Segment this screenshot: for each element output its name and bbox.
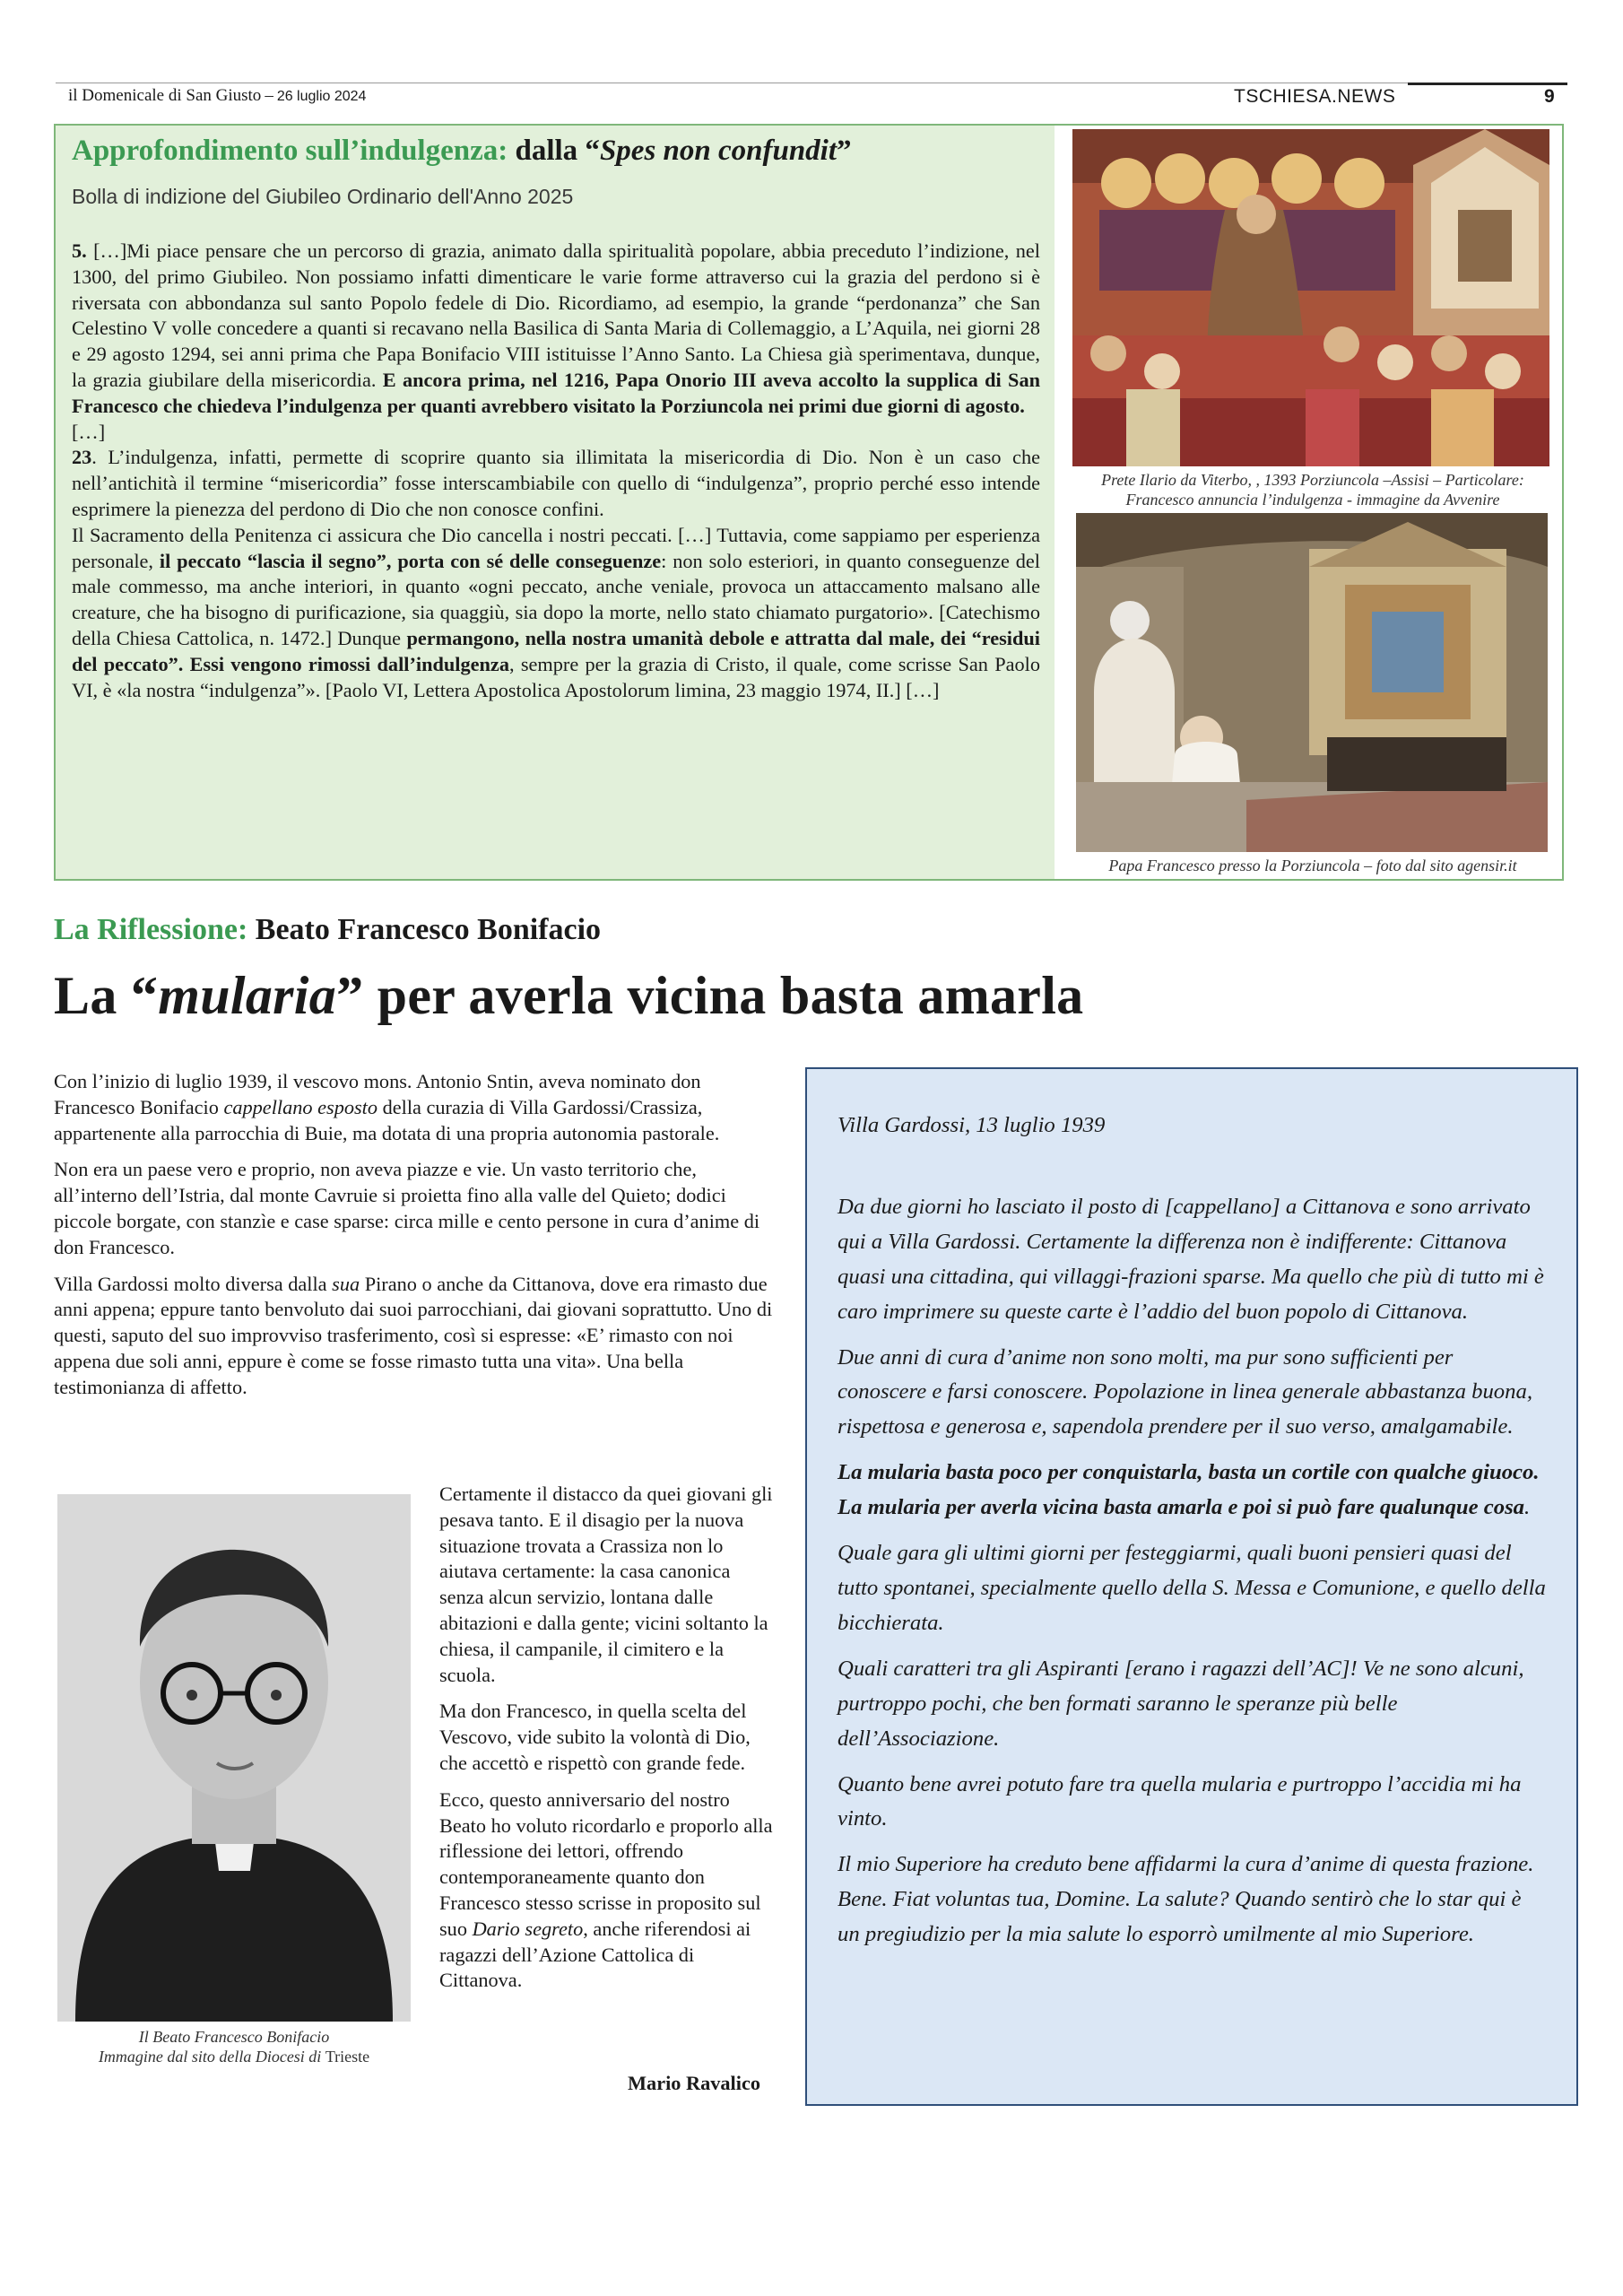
headline-part-b: mularia [158,966,337,1025]
portrait-caption-line-2 [54,2047,414,2066]
article-p1-italic: cappellano esposto [223,1095,378,1118]
article-p6-b: , anche riferendosi ai ragazzi dell’Azione Cattolica di Cittanova. [439,1917,751,1992]
paragraph-23b-bold-1: il peccato “lascia il segno”, porta con sé delle conseguenze [159,549,662,572]
paragraph-5-text: […]Mi piace pensare che un percorso di grazia, animato dalla spiritualità popolare, abbia preceduto l’indizione, nel 1300, del primo Giubileo. Non possiamo infatti dimenticare le varie forme attraverso cui la grazia del perdono si è riversata con abbondanza sul santo Popolo fedele di Dio. Ricordiamo, ad esempio, la grande “perdonanza” che San Celestino V volle concedere a quanti si recavano nella Basilica di Santa Maria di Collemaggio, a L’Aquila, nei giorni 28 e 29 agosto 1294, sei anni prima che Papa Bonifacio VIII istituisse l’Anno Santo. La Chiesa già sperimentava, dunque, la grazia giubilare della misericordia. [72,239,1040,391]
article-p1-b: della curazia di Villa Gardossi/Crassiza, appartenente alla parrocchia di Buie, ma dotata di una propria autonomia pastorale. [54,1095,720,1144]
article-column-bottom [439,1482,773,1994]
paragraph-23b-text-2: : non solo esteriori, in quanto conseguenze del male commesso, ma anche interiori, in quanto «ogni peccato, anche veniale, provoca un attaccamento malsano alle creature, che ha bisogno di purificazione, sia quaggiù, sia dopo la morte, nello stato chiamato purgatorio». [Catechismo della Chiesa Cattolica, n. 1472.] Dunque [72,549,1040,649]
paper-name: il Domenicale di San Giusto [68,86,262,105]
paragraph-23-number: 23 [72,446,92,469]
portrait-caption [54,2027,414,2066]
paragraph-23-text: . L’indulgenza, infatti, permette di scoprire quanto sia illimitata la misericordia di Dio. Non è un caso che nell’antichità il termine “misericordia” fosse interscambiabile con quello di “indulgenza”, proprio perché esso intende esprimere la pienezza del perdono di Dio che non conosce confini. [72,446,1040,520]
paragraph-23b-text-3: , sempre per la grazia di Cristo, il quale, come scrisse San Paolo VI, è «la nostra “indulgenza”». [Paolo VI, Lettera Apostolica Apostolorum limina, 23 maggio 1974, II.] […] [72,652,1040,701]
portrait-caption-line-2a: Immagine dal sito della Diocesi di [98,2048,325,2066]
indulgence-title-prefix: Approfondimento sull’indulgenza: [72,135,508,167]
diary-dateline: Villa Gardossi, 13 luglio 1939 [838,1113,1106,1137]
section-label [54,913,601,947]
article-paragraph-1 [54,1069,780,1146]
diary-text [838,1109,1546,1963]
fresco-image [1072,129,1549,466]
article-p6-a: Ecco, questo anniversario del nostro Beato ho voluto ricordarlo e proporlo alla riflessione dei lettori, offrendo contemporaneamente quanto don Francesco stesso scrisse in proposito sul suo [439,1787,773,1940]
pope-photo [1076,513,1548,852]
article-headline [54,965,1083,1027]
masthead-dash: – [265,86,273,105]
diary-paragraph-4: Quale gara gli ultimi giorni per festeggiarmi, quali buoni pensieri quasi del tutto spontanei, specialmente quello della S. Messa e Comunione, e quello della bicchierata. [838,1541,1546,1635]
portrait-caption-line-1: Il Beato Francesco Bonifacio [138,2028,330,2046]
indulgence-box-title [72,135,852,168]
diary-p3-end: . [1524,1495,1531,1520]
diary-paragraph-6: Quanto bene avrei potuto fare tra quella mularia e purtroppo l’accidia mi ha vinto. [838,1771,1522,1831]
paragraph-23b-bold-2: permangono, nella nostra umanità debole e attratta dal male, dei “residui del peccato”. Essi vengono rimossi dall’indulgenza [72,626,1040,675]
paragraph-5-number: 5. [72,239,87,262]
issue-date: 26 luglio 2024 [276,89,367,104]
fresco-illustration [1072,129,1549,466]
article-p3-b: Pirano o anche da Cittanova, dove era rimasto due anni appena; eppure tanto benvoluto dai suoi parrocchiani, dai giovani soprattutto. Uno di questi, saputo del suo improvviso trasferimento, così si espresse: «E’ rimasto con noi appena due soli anni, eppure è come se fosse rimasto tutta una vita». Una bella testimonianza di affetto. [54,1272,773,1398]
indulgence-title-work: Spes non confundit [599,135,838,167]
headline-part-c: ” per averla vicina basta amarla [336,966,1084,1025]
ellipsis: […] [72,420,106,443]
pope-photo-illustration [1076,513,1548,852]
section-label-prefix: La Riflessione: [54,913,248,946]
article-paragraph-5: Ma don Francesco, in quella scelta del Vescovo, vide subito la volontà di Dio, che accettò e rispettò con grande fede. [439,1700,751,1774]
paragraph-23b [72,523,1040,704]
fresco-caption: Prete Ilario da Viterbo, , 1393 Porziuncola –Assisi – Particolare: Francesco annuncia l’indulgenza - immagine da Avvenire [1101,471,1524,509]
article-p1-a: Con l’inizio di luglio 1939, il vescovo mons. Antonio Sntin, aveva nominato don Francesco Bonifacio [54,1070,701,1118]
section-label-subject: Beato Francesco Bonifacio [247,913,602,946]
indulgence-title-close: ” [837,135,852,167]
article-p6-italic: Dario segreto [472,1917,584,1940]
paragraph-5 [72,239,1040,420]
article-paragraph-6 [439,1787,773,1994]
article-paragraph-3 [54,1272,780,1401]
article-p3-a: Villa Gardossi molto diversa dalla [54,1272,333,1295]
indulgence-title-from: dalla “ [508,135,600,167]
indulgence-box-body [72,239,1040,703]
article-p3-italic: sua [332,1272,360,1295]
portrait-photo [57,1494,411,2022]
masthead [68,86,366,106]
diary-paragraph-1: Da due giorni ho lasciato il posto di [cappellano] a Cittanova e sono arrivato qui a Villa Gardossi. Certamente la differenza non è indifferente: Cittanova quasi una cittadina, qui villaggi-frazioni sparse. Ma quello che più di tutto mi è caro imprimere su queste carte è l’addio del buon popolo di Cittanova. [838,1194,1544,1324]
paragraph-23b-text-1: Il Sacramento della Penitenza ci assicura che Dio cancella i nostri peccati. […] Tuttavia, come sappiamo per esperienza personale, [72,523,1040,572]
site-name[interactable]: TSCHIESA.NEWS [1234,86,1396,107]
headline-part-a: La “ [54,966,159,1025]
header-rule-accent [1408,83,1567,85]
article-column-top [54,1069,780,1412]
article-author: Mario Ravalico [628,2072,760,2094]
portrait-illustration [57,1494,411,2022]
diary-p3-bold: La mularia basta poco per conquistarla, basta un cortile con qualche giuoco. La mularia per averla vicina basta amarla e poi si può fare qualunque cosa [838,1460,1540,1520]
indulgence-box-subtitle: Bolla di indizione del Giubileo Ordinario dell'Anno 2025 [72,185,574,208]
paragraph-23 [72,445,1040,522]
diary-paragraph-5: Quali caratteri tra gli Aspiranti [erano i ragazzi dell’AC]! Ve ne sono alcuni, purtroppo pochi, che ben formati saranno le speranze più belle dell’Associazione. [838,1656,1524,1751]
page-number: 9 [1544,86,1555,107]
portrait-caption-line-2b: Trieste [325,2048,370,2066]
article-paragraph-2: Non era un paese vero e proprio, non aveva piazze e vie. Un vasto territorio che, all’interno dell’Istria, dal monte Cavruie si proietta fino alla valle del Quieto; dodici piccole borgate, con stanzìe e case sparse: circa mille e cento persone in cura d’anime di don Francesco. [54,1158,760,1258]
article-paragraph-4: Certamente il distacco da quei giovani gli pesava tanto. E il disagio per la nuova situazione trovata a Crassiza non lo aiutava certamente: la casa canonica senza alcun servizio, lontana dalle abitazioni e dalla gente; vicini soltanto la chiesa, il campanile, il cimitero e la scuola. [439,1483,773,1686]
diary-paragraph-3 [838,1456,1546,1526]
paragraph-5-bold: E ancora prima, nel 1216, Papa Onorio III aveva accolto la supplica di San Francesco che chiedeva l’indulgenza per quanti avrebbero visitato la Porziuncola nei primi due giorni di agosto. [72,368,1041,417]
pope-photo-caption: Papa Francesco presso la Porziuncola – foto dal sito agensir.it [1108,857,1517,874]
diary-paragraph-2: Due anni di cura d’anime non sono molti, ma pur sono sufficienti per conoscere e farsi conoscere. Popolazione in linea generale abbastanza buona, rispettosa e generosa e, sapendola prendere per il suo verso, amalgamabile. [838,1344,1533,1439]
diary-paragraph-7: Il mio Superiore ha creduto bene affidarmi la cura d’anime di questa frazione. Bene. Fiat voluntas tua, Domine. La salute? Quando sentirò che lo star qui è un pregiudizio per la mia salute lo esporrò umilmente al mio Superiore. [838,1852,1534,1947]
